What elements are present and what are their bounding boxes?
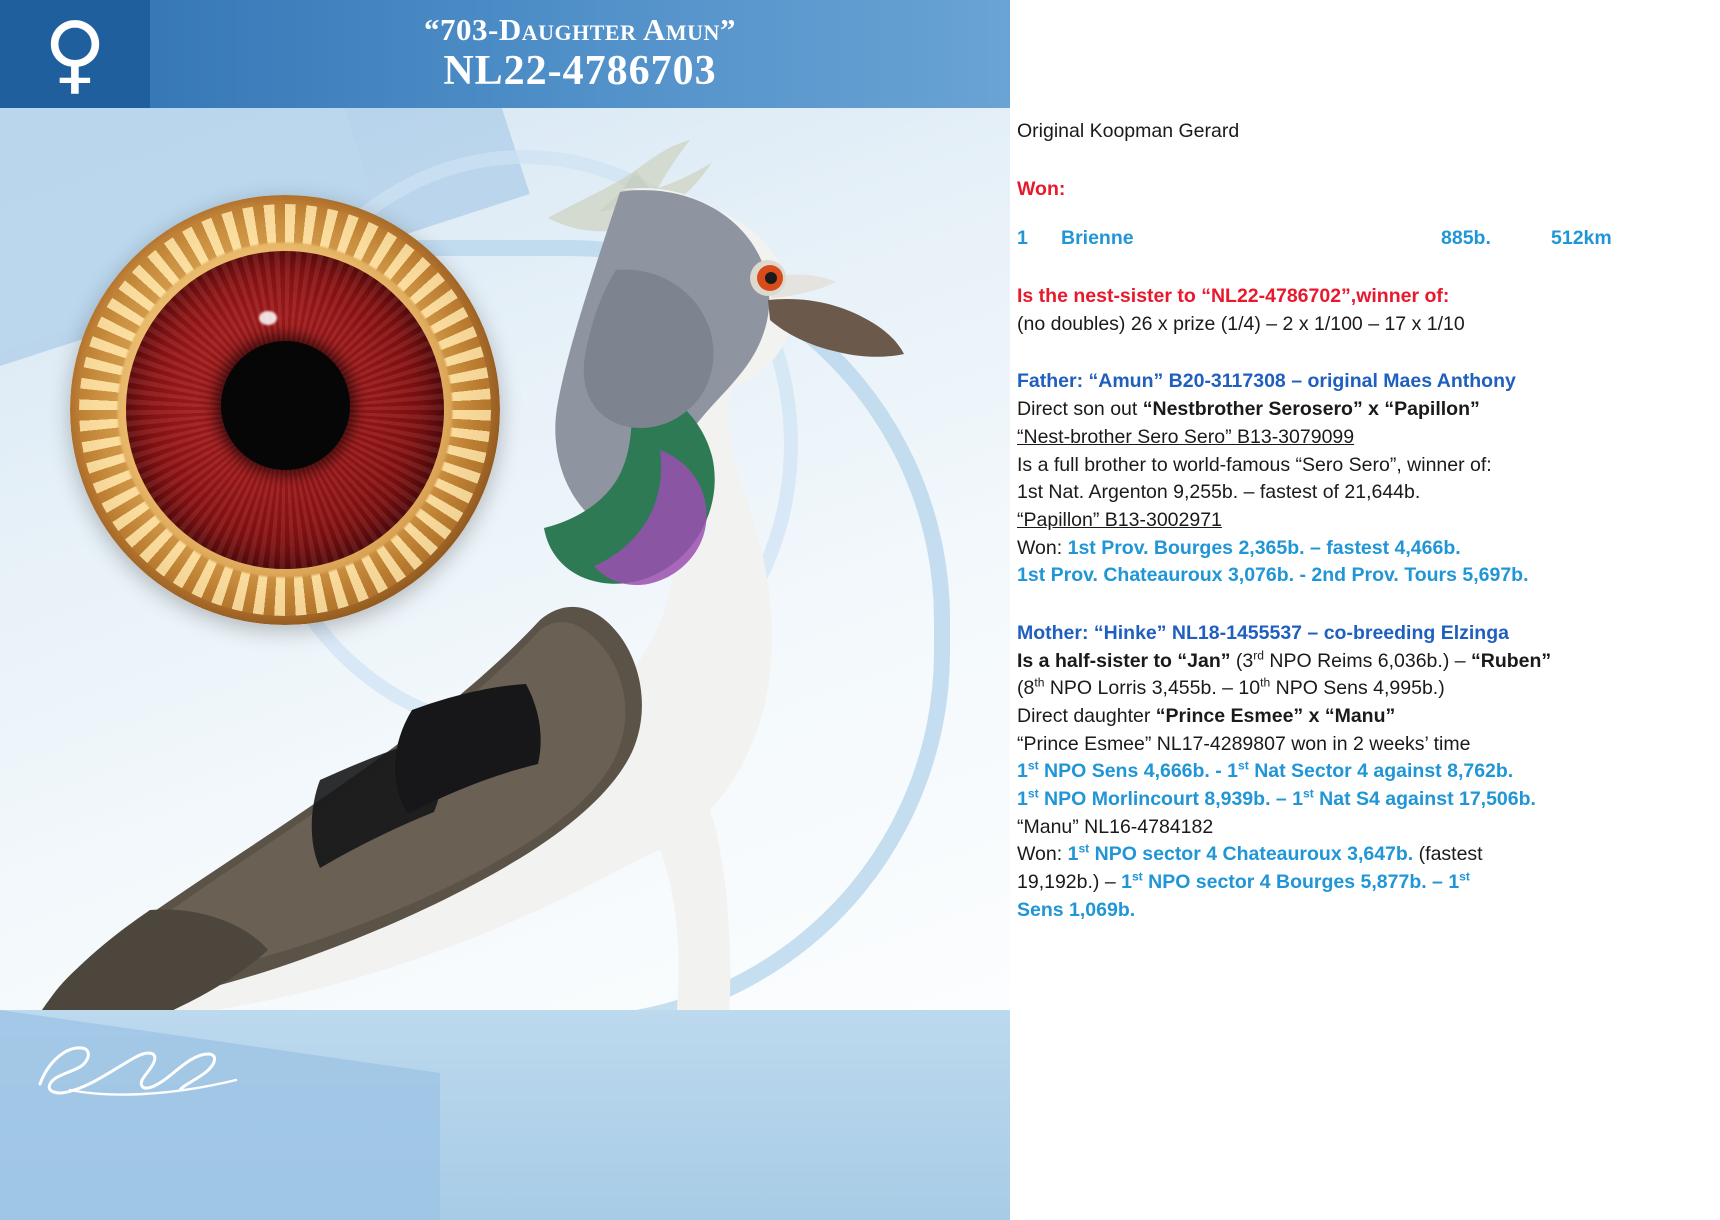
father-line-4: 1st Nat. Argenton 9,255b. – fastest of 21,644b. xyxy=(1017,481,1421,504)
mother-line-2-sup-1: th xyxy=(1034,675,1045,690)
mother-line-2 xyxy=(1017,675,1707,703)
mother-line-3 xyxy=(1017,703,1707,731)
father-line-1-pair: “Nestbrother Serosero” x “Papillon” xyxy=(1142,398,1480,421)
mother-line-4: “Prince Esmee” NL17-4289807 won in 2 weeks’ time xyxy=(1017,732,1471,755)
mother-line-5-b: NPO Sens 4,666b. - 1 xyxy=(1038,760,1239,783)
mother-line-8 xyxy=(1017,841,1707,869)
mother-line-9-sup-2: st xyxy=(1459,869,1470,884)
mother-line-9-a: 19,192b.) – xyxy=(1017,871,1122,894)
ring-number: NL22-4786703 xyxy=(443,48,717,95)
mother-line-1-d: “Ruben” xyxy=(1471,649,1552,672)
father-line-1 xyxy=(1017,396,1707,424)
father-line-2: “Nest-brother Sero Sero” B13-3079099 xyxy=(1017,425,1355,448)
won-place: 1 xyxy=(1017,227,1028,250)
won-heading: Won: xyxy=(1017,177,1066,200)
father-won-value: 1st Prov. Bourges 2,365b. – fastest 4,466b. xyxy=(1067,536,1461,559)
father-won-label: Won: xyxy=(1017,536,1063,559)
mother-line-9-b: 1 xyxy=(1121,871,1132,894)
mother-line-6-b: NPO Morlincourt 8,939b. – 1 xyxy=(1038,788,1304,811)
gender-badge xyxy=(0,0,150,108)
nest-sister-line: (no doubles) 26 x prize (1/4) – 2 x 1/100 – 17 x 1/10 xyxy=(1017,312,1465,335)
page-title: “703-Daughter Amun” xyxy=(424,11,736,47)
mother-line-2-a: (8 xyxy=(1017,677,1035,700)
won-row xyxy=(1017,225,1707,253)
mother-line-1-b: (3 xyxy=(1230,649,1254,672)
mother-line-1-c: NPO Reims 6,036b.) – xyxy=(1264,649,1471,672)
mother-line-6-a: 1 xyxy=(1017,788,1028,811)
mother-line-2-sup-2: th xyxy=(1260,675,1271,690)
mother-line-6-sup-2: st xyxy=(1303,786,1314,801)
header-banner xyxy=(0,0,1010,108)
mother-line-8-c: (fastest xyxy=(1413,843,1483,866)
female-symbol-icon: ♀ xyxy=(43,4,107,104)
father-line-3: Is a full brother to world-famous “Sero Sero”, winner of: xyxy=(1017,453,1492,476)
mother-line-5-a: 1 xyxy=(1017,760,1028,783)
mother-heading: Mother: “Hinke” NL18-1455537 – co-breeding Elzinga xyxy=(1017,621,1509,644)
mother-line-1 xyxy=(1017,648,1707,676)
mother-line-2-c: NPO Sens 4,995b.) xyxy=(1270,677,1445,700)
mother-line-8-sup: st xyxy=(1078,841,1090,856)
origin-line: Original Koopman Gerard xyxy=(1017,120,1240,142)
mother-line-7: “Manu” NL16-4784182 xyxy=(1017,815,1214,838)
mother-line-1-a: Is a half-sister to “Jan” xyxy=(1017,649,1231,672)
header-text xyxy=(150,0,1010,108)
father-line-6 xyxy=(1017,535,1707,563)
father-line-7: 1st Prov. Chateauroux 3,076b. - 2nd Prov. Tours 5,697b. xyxy=(1017,564,1529,587)
father-line-5: “Papillon” B13-3002971 xyxy=(1017,508,1222,531)
mother-line-5-c: Nat Sector 4 against 8,762b. xyxy=(1248,760,1514,783)
pigeon-photo xyxy=(20,150,980,1090)
mother-line-9 xyxy=(1017,869,1707,897)
mother-line-8-b: NPO sector 4 Chateauroux 3,647b. xyxy=(1089,843,1414,866)
mother-line-8-a: 1 xyxy=(1067,843,1079,866)
mother-line-5-sup-1: st xyxy=(1027,758,1039,773)
won-birds: 885b. xyxy=(1441,227,1491,250)
mother-line-1-sup: rd xyxy=(1253,648,1264,663)
mother-line-9-c: NPO sector 4 Bourges 5,877b. – 1 xyxy=(1142,871,1460,894)
mother-line-5-sup-2: st xyxy=(1238,758,1249,773)
nest-sister-heading: Is the nest-sister to “NL22-4786702”,winner of: xyxy=(1017,285,1450,308)
mother-line-2-b: NPO Lorris 3,455b. – 10 xyxy=(1044,677,1261,700)
mother-won-label: Won: xyxy=(1017,843,1068,866)
mother-line-5 xyxy=(1017,758,1707,786)
mother-line-6 xyxy=(1017,786,1707,814)
mother-line-6-c: Nat S4 against 17,506b. xyxy=(1313,788,1536,811)
father-line-1-prefix: Direct son out xyxy=(1017,398,1143,421)
mother-line-6-sup-1: st xyxy=(1027,786,1039,801)
won-race: Brienne xyxy=(1061,227,1134,250)
pedigree-text-panel xyxy=(1010,0,1720,1220)
mother-line-3-a: Direct daughter xyxy=(1017,705,1156,727)
father-heading: Father: “Amun” B20-3117308 – original Maes Anthony xyxy=(1017,370,1516,393)
mother-line-3-b: “Prince Esmee” x “Manu” xyxy=(1155,705,1396,727)
signature xyxy=(30,1032,270,1102)
won-distance: 512km xyxy=(1551,227,1612,250)
mother-line-9-sup-1: st xyxy=(1131,869,1143,884)
mother-line-10: Sens 1,069b. xyxy=(1017,898,1136,921)
